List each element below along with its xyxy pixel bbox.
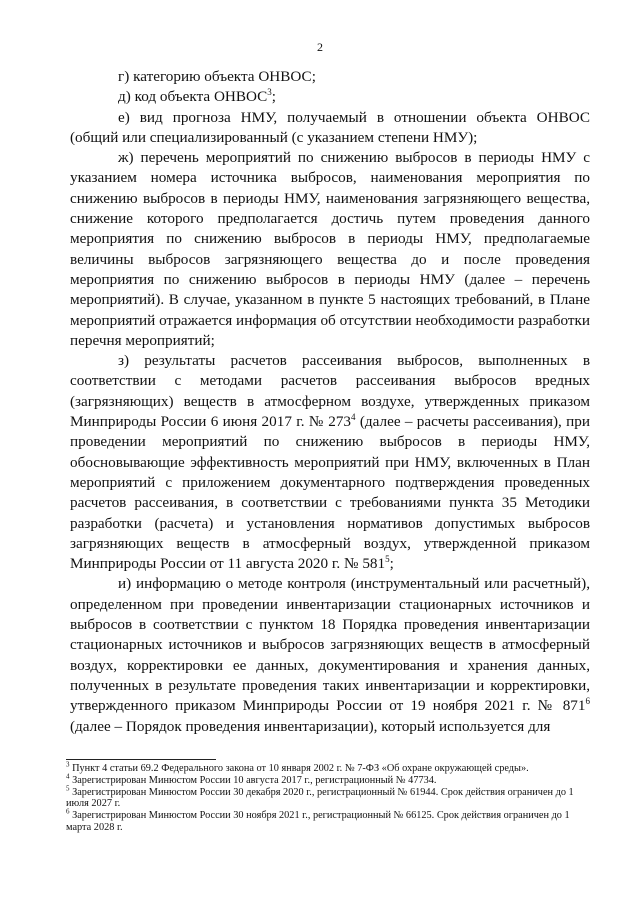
footnote-5 <box>66 784 586 811</box>
footnote-4 <box>66 772 586 787</box>
paragraph-i-tail: (далее – Порядок проведения инвентаризации), который используется для <box>70 717 551 735</box>
paragraph-zh <box>70 148 590 351</box>
paragraph-e <box>70 108 590 149</box>
footnote-text: Пункт 4 статьи 69.2 Федерального закона от 10 января 2002 г. № 7-ФЗ «Об охране окружающей среды». <box>69 763 529 774</box>
footnote-mark: 6 <box>66 807 70 816</box>
footnote-mark: 4 <box>66 772 70 781</box>
paragraph-g <box>70 67 590 87</box>
paragraph-z <box>70 351 590 574</box>
footnote-divider <box>66 759 216 760</box>
document-body <box>70 67 590 737</box>
paragraph-e-text: е) вид прогноза НМУ, получаемый в отношении объекта ОНВОС (общий или специализированный (с указанием степени НМУ); <box>70 108 590 146</box>
footnote-text: Зарегистрирован Минюстом России 30 ноября 2021 г., регистрационный № 66125. Срок действия ограничен до 1 марта 2028 г. <box>66 810 570 833</box>
paragraph-z-tail2: ; <box>389 555 394 573</box>
footnote-mark: 3 <box>66 760 70 769</box>
paragraph-d-tail: ; <box>271 88 277 106</box>
footnote-6 <box>66 807 586 834</box>
footnote-ref-5[interactable]: 5 <box>385 554 390 565</box>
paragraph-z-text: з) результаты расчетов рассеивания выбросов, выполненных в соответствии с методами расчетов рассеивания выбросов вредных (загрязняющих) веществ в атмосферном воздухе, утвержденных приказом Минприроды России 6 июня 2017 г. № 273 <box>70 352 590 431</box>
footnote-ref-6[interactable]: 6 <box>585 696 590 707</box>
footnotes <box>66 760 586 834</box>
paragraph-i <box>70 574 590 736</box>
page-number: 2 <box>317 40 323 54</box>
footnote-text: Зарегистрирован Минюстом России 10 августа 2017 г., регистрационный № 47734. <box>69 774 437 786</box>
footnote-ref-4[interactable]: 4 <box>351 411 356 422</box>
paragraph-d <box>70 87 590 107</box>
footnote-text: Зарегистрирован Минюстом России 30 декабря 2020 г., регистрационный № 61944. Срок действия ограничен до 1 июля 2027 г. <box>66 786 574 810</box>
footnote-mark: 5 <box>66 784 70 793</box>
paragraph-z-tail: (далее – расчеты рассеивания), при проведении мероприятий по снижению выбросов в периоды НМУ, обосновывающие эффективность мероприятий при НМУ, включенных в План мероприятий с приложением документарного подтверждения проведенных расчетов рассеивания, в соответствии с требованиями пункта 35 Методики разработки (расчета) и установления нормативов допустимых выбросов загрязняющих веществ в атмосферный воздух, утвержденной приказом Минприроды России от 11 августа 2020 г. № 581 <box>70 413 590 573</box>
paragraph-g-text: г) категорию объекта ОНВОС; <box>118 68 316 85</box>
paragraph-zh-text: ж) перечень мероприятий по снижению выбросов в периоды НМУ с указанием номера источника выбросов, наименования мероприятия по снижению выбросов в периоды НМУ, наименования загрязняющего вещества, снижение которого предполагается достичь путем проведения данного мероприятия по снижению выбросов в периоды НМУ, предполагаемые величины выбросов загрязняющего вещества до и после проведения мероприятия по снижению выбросов в периоды НМУ (далее – перечень мероприятий). В случае, указанном в пункте 5 настоящих требований, в Плане мероприятий отражается информация об отсутствии необходимости разработки перечня мероприятий; <box>70 149 590 349</box>
paragraph-i-text: и) информацию о методе контроля (инструментальный или расчетный), определенном при проведении инвентаризации стационарных источников и выбросов в соответствии с пунктом 18 Порядка проведения инвентаризации стационарных источников и выбросов загрязняющих веществ в атмосферный воздух, корректировки ее данных, документирования и хранения данных, полученных в результате проведения таких инвентаризации и корректировки, утвержденного приказом Минприроды России от 19 ноября 2021 г. № 871 <box>70 575 590 715</box>
footnote-ref-3[interactable]: 3 <box>267 87 272 98</box>
paragraph-d-text: д) код объекта ОНВОС <box>118 88 268 106</box>
footnote-3 <box>66 760 586 775</box>
